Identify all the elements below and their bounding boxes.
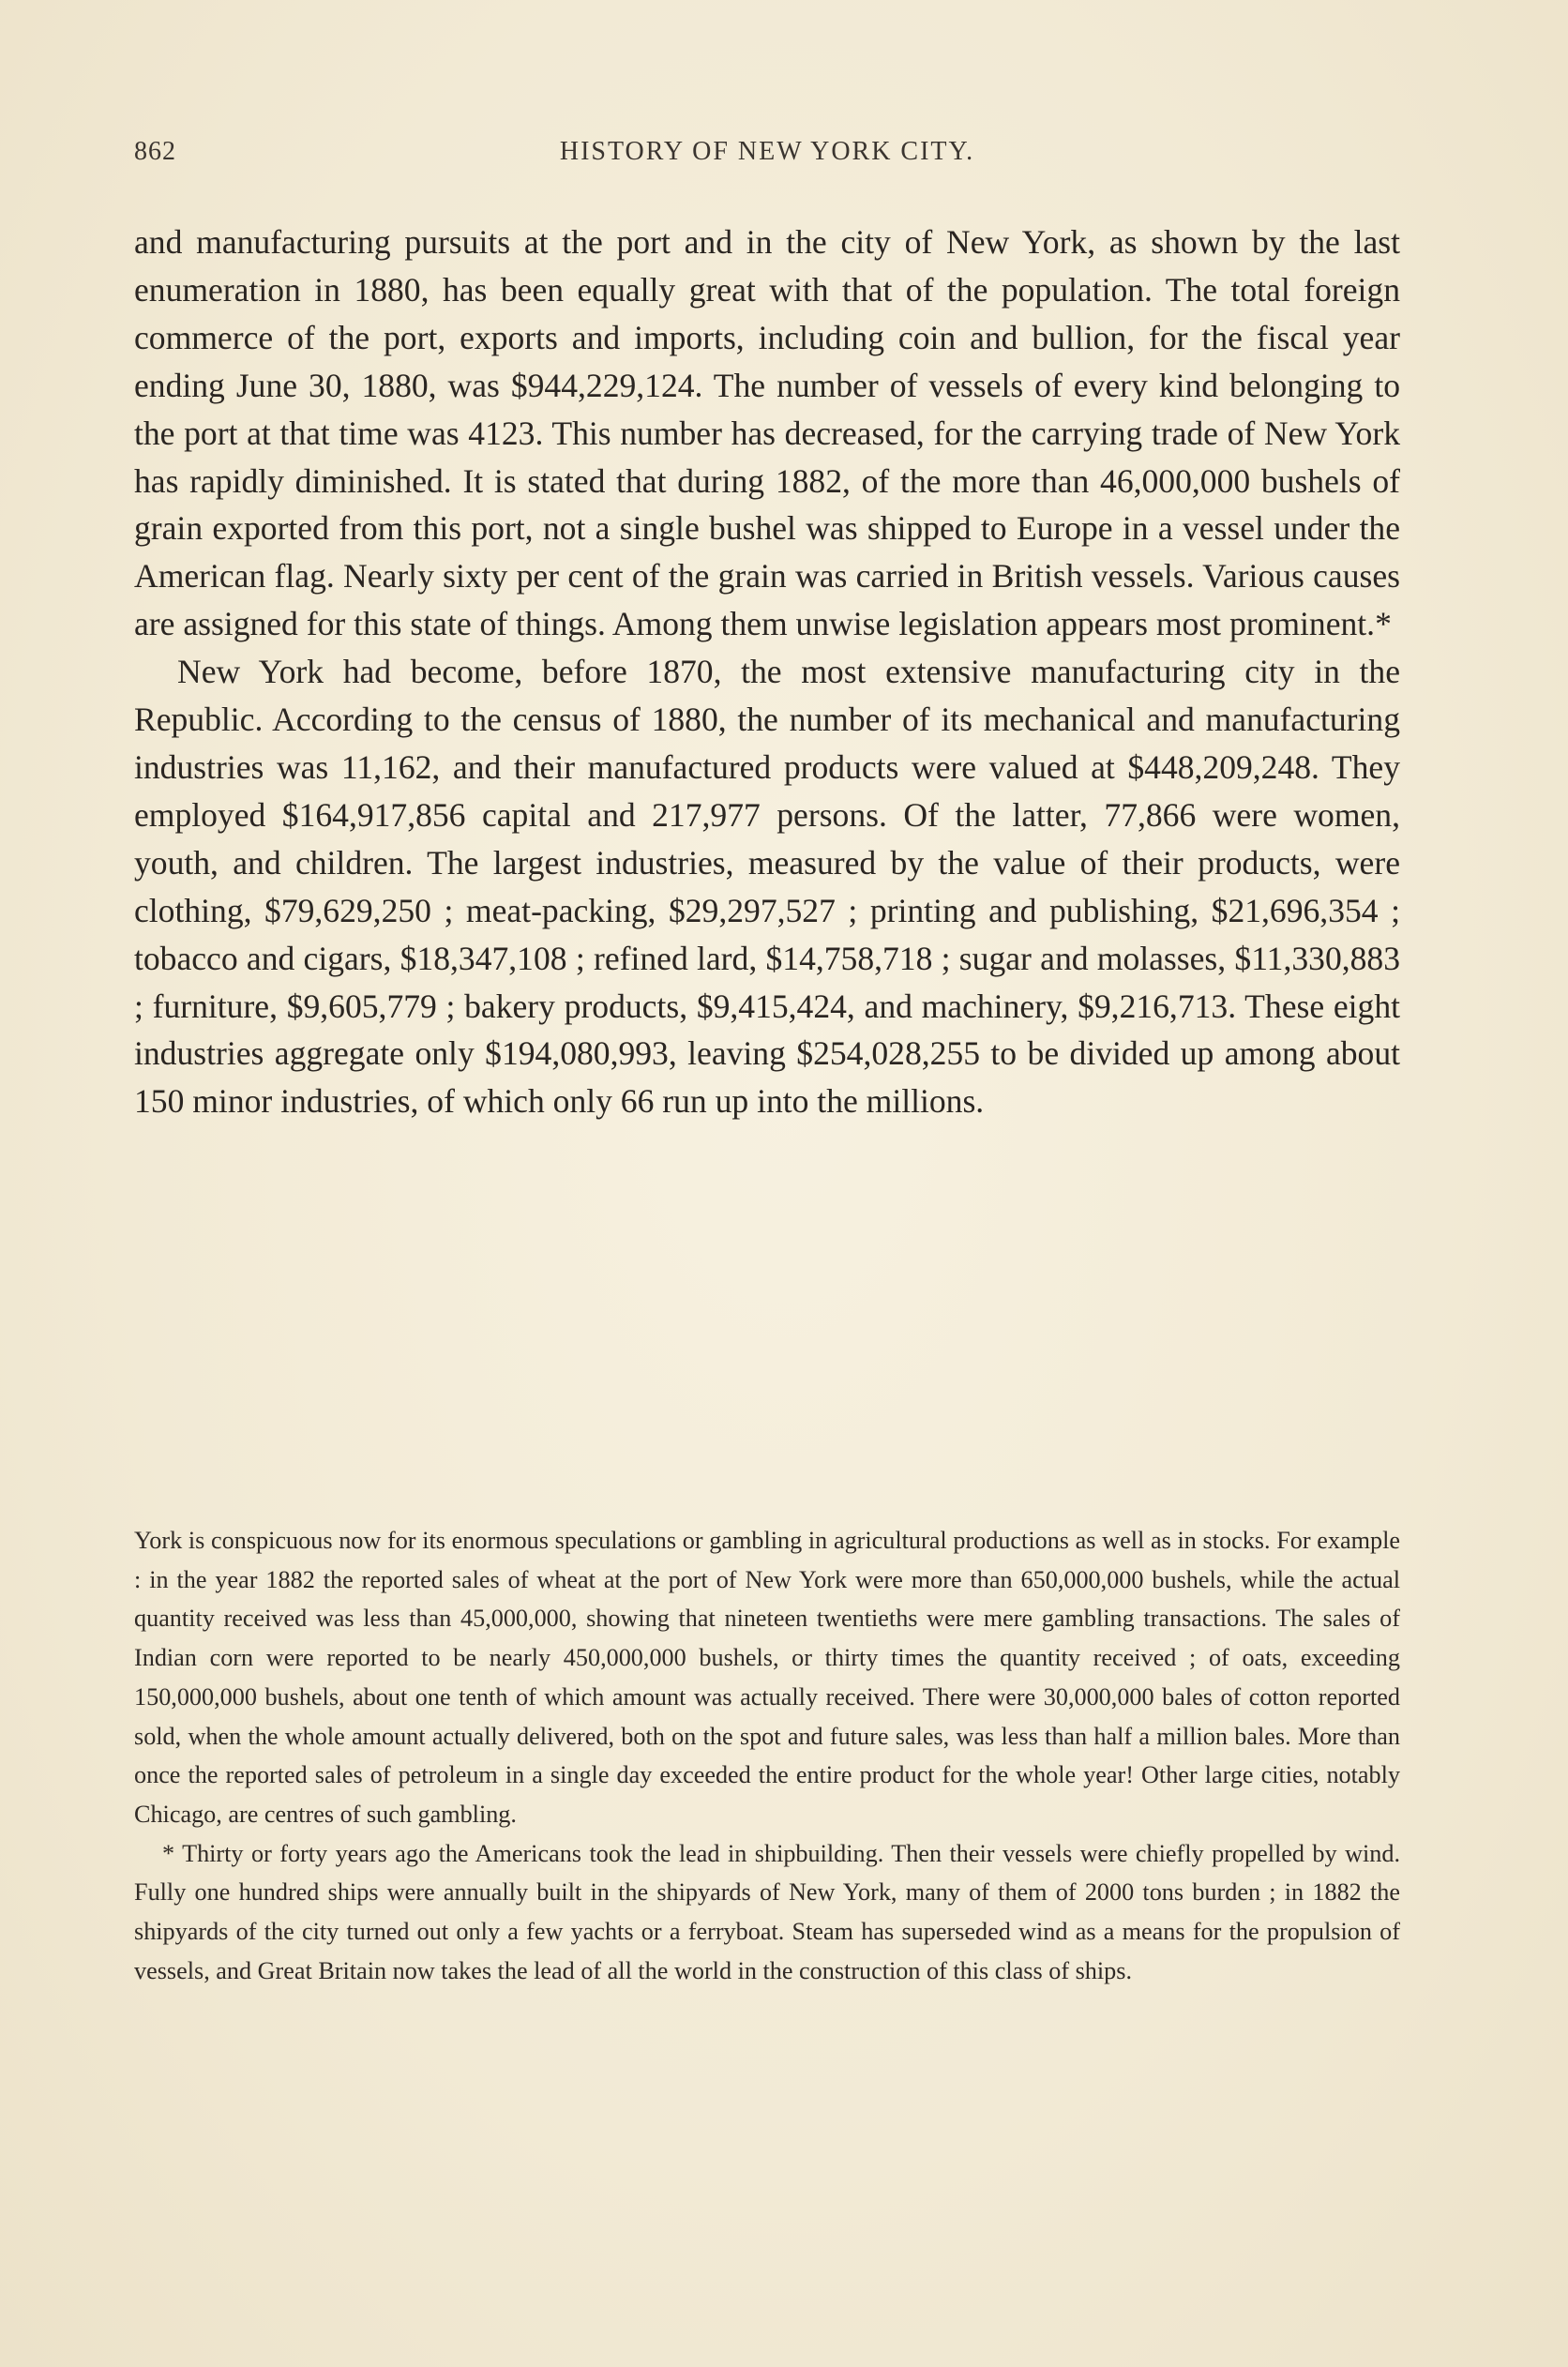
footnote-asterisk: * Thirty or forty years ago the Americans took the lead in shipbuilding. Then their vessels were chiefly propelled by wind. Fully one hundred ships were annually built in the shipyards of New York, many of them of 2000 tons burden ; in 1882 the shipyards of the city turned out only a few yachts or a ferryboat. Steam has superseded wind as a means for the propulsion of vessels, and Great Britain now takes the lead of all the world in the construction of this class of ships. (134, 1839, 1400, 1984)
paragraph-1: and manufacturing pursuits at the port and in the city of New York, as shown by the last enumeration in 1880, has been equally great with that of the population. The total foreign commerce of the port, exports and imports, including coin and bullion, for the fiscal year ending June 30, 1880, was $944,229,124. The number of vessels of every kind belonging to the port at that time was 4123. This number has decreased, for the carrying trade of New York has rapidly diminished. It is stated that during 1882, of the more than 46,000,000 bushels of grain exported from this port, not a single bushel was shipped to Europe in a vessel under the American flag. Nearly sixty per cent of the grain was carried in British vessels. Various causes are assigned for this state of things. Among them unwise legislation appears most prominent.* (134, 223, 1400, 643)
footnotes (134, 1521, 1400, 1990)
main-text (134, 219, 1400, 1125)
paragraph-2: New York had become, before 1870, the most extensive manufacturing city in the Republic. According to the census of 1880, the number of its mechanical and manufacturing industries was 11,162, and their manufactured products were valued at $448,209,248. They employed $164,917,856 capital and 217,977 persons. Of the latter, 77,866 were women, youth, and children. The largest industries, measured by the value of their products, were clothing, $79,629,250 ; meat-packing, $29,297,527 ; printing and publishing, $21,696,354 ; tobacco and cigars, $18,347,108 ; refined lard, $14,758,718 ; sugar and molasses, $11,330,883 ; furniture, $9,605,779 ; bakery products, $9,415,424, and machinery, $9,216,713. These eight industries aggregate only $194,080,993, leaving $254,028,255 to be divided up among about 150 minor industries, of which only 66 run up into the millions. (134, 653, 1400, 1121)
footnote-continued: York is conspicuous now for its enormous speculations or gambling in agricultural productions as well as in stocks. For example : in the year 1882 the reported sales of wheat at the port of New York were more than 650,000,000 bushels, while the actual quantity received was less than 45,000,000, showing that nineteen twentieths were mere gambling transactions. The sales of Indian corn were reported to be nearly 450,000,000 bushels, or thirty times the quantity received ; of oats, exceeding 150,000,000 bushels, about one tenth of which amount was actually received. There were 30,000,000 bales of cotton reported sold, when the whole amount actually delivered, both on the spot and future sales, was less than half a million bales. More than once the reported sales of petroleum in a single day exceeded the entire product for the whole year! Other large cities, notably Chicago, are centres of such gambling. (134, 1527, 1400, 1828)
running-title: HISTORY OF NEW YORK CITY. (559, 137, 975, 166)
running-head (134, 137, 1400, 174)
page-number: 862 (134, 137, 176, 166)
